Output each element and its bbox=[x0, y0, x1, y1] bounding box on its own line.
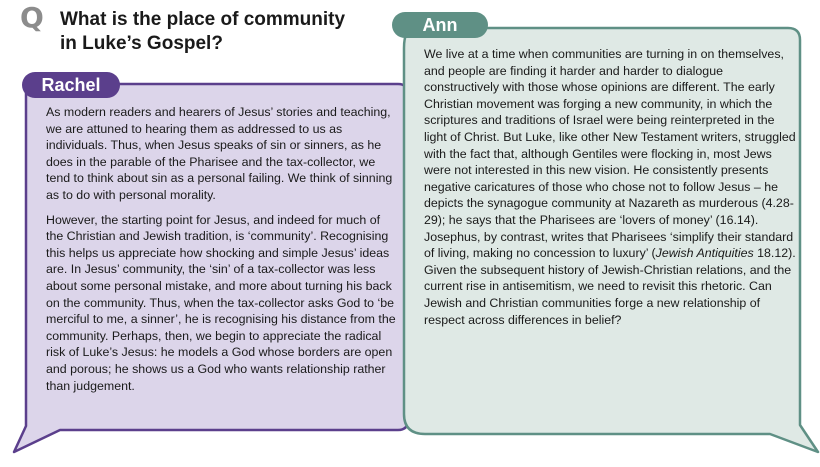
rachel-text bbox=[46, 104, 396, 394]
question-marker: Q bbox=[20, 1, 44, 34]
question-title-line1: What is the place of community bbox=[60, 9, 346, 30]
ann-text-part2: 18.12). Given the subsequent history of Jewish-Christian relations, and the current rise in antisemitism, we need to revisit this rhetoric. Can Jewish and Christian communities forge a new relationship of respect across differences in belief? bbox=[424, 246, 796, 327]
ann-name-tab: Ann bbox=[392, 12, 488, 38]
rachel-paragraph-2: However, the starting point for Jesus, and indeed for much of the Christian and Jewish tradition, is ‘community’. Recognising this helps us appreciate how shocking and simple Jesus’ ideas are. In Jesus’ community, the ‘sin’ of a tax-collector was less about some personal mistake, and more about turning his back on the community. Thus, when the tax-collector asks God to ‘be merciful to me, a sinner’, he is recognising his distance from the community. Perhaps, then, we begin to appreciate the radical risk of Luke’s Jesus: he models a God whose borders are open and porous; he shows us a God who wants relationship rather than judgement. bbox=[46, 212, 396, 393]
ann-text-part1: We live at a time when communities are turning in on themselves, and people are finding it harder and harder to dialogue constructively with those whose opinions are different. The early Christian movement was forging a new community, in which the scriptures and traditions of Israel were being reinterpreted in the light of Christ. But Luke, like other New Testament writers, struggled with the fact that, although Gentiles were flocking in, most Jews were not interested in this new vision. He consistently presents negative caricatures of those who chose not to follow Jesus – he depicts the synagogue community at Nazareth as murderous (4.28-29); he says that the Pharisees are ‘lovers of money’ (16.14). Josephus, by contrast, writes that Pharisees ‘simplify their standard of living, making no concession to luxury’ ( bbox=[424, 47, 796, 261]
ann-text bbox=[424, 46, 796, 328]
rachel-paragraph-1: As modern readers and hearers of Jesus’ stories and teaching, we are attuned to hearing them as addressed to us as individuals. Thus, when Jesus speaks of sin or sinners, as he does in the parable of the Pharisee and the tax-collector, we tend to think about sin as a personal failing. We think of sinning as to do with personal morality. bbox=[46, 105, 393, 202]
rachel-name-tab: Rachel bbox=[22, 72, 120, 98]
question-title-line2: in Luke’s Gospel? bbox=[60, 33, 223, 54]
ann-paragraph bbox=[424, 46, 796, 328]
ann-citation: Jewish Antiquities bbox=[655, 246, 754, 261]
